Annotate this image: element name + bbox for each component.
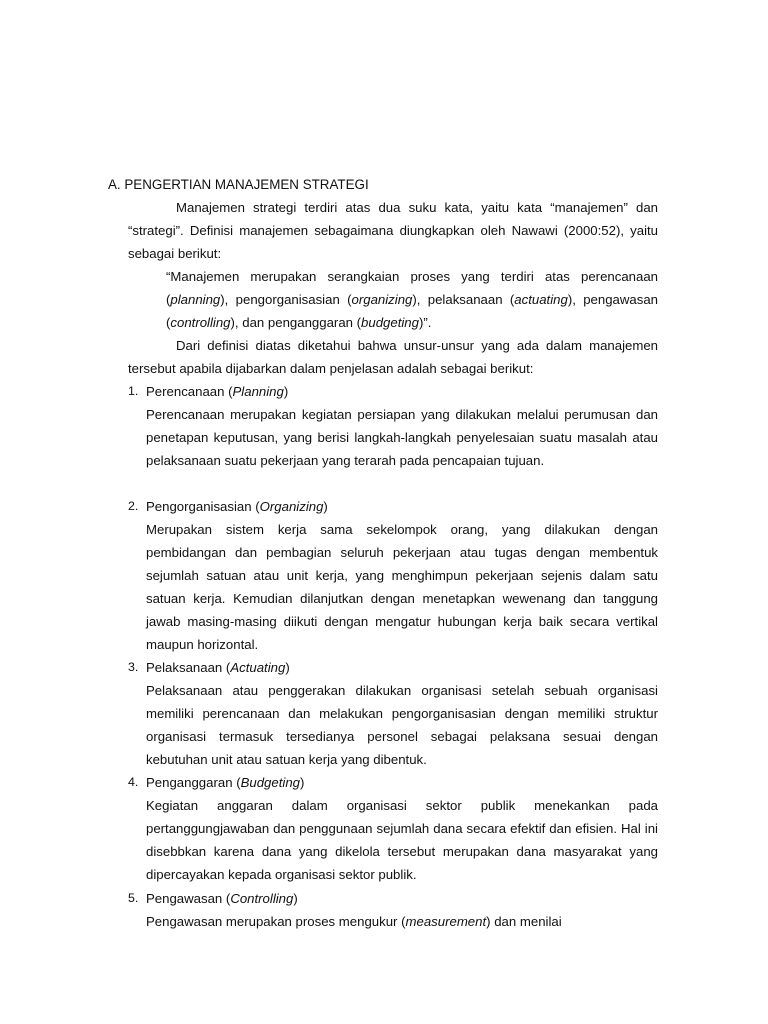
- quote-text-5: ), dan penganggaran (: [230, 315, 362, 330]
- list-item-title: [146, 495, 658, 518]
- title-term: Controlling: [230, 891, 294, 906]
- title-term: Organizing: [259, 499, 324, 514]
- list-item-description: Kegiatan anggaran dalam organisasi sektor publik menekankan pada pertanggungjawaban dan penggunaan sejumlah dana secara efektif dan efisien. Hal ini disebbkan karena dana yang dikelola tersebut merupakan dana masyarakat yang dipercayakan kepada organisasi sektor publik.: [146, 798, 658, 882]
- list-item-description: Pelaksanaan atau penggerakan dilakukan organisasi setelah sebuah organisasi memiliki perencanaan dan melakukan pengorganisasian dengan memiliki struktur organisasi termasuk tersedianya personel sebagai pelaksana sesuai dengan kebutuhan unit atau satuan kerja yang dibentuk.: [146, 683, 658, 767]
- quote-term-organizing: organizing: [351, 292, 413, 307]
- quote-text-3: ), pelaksanaan (: [412, 292, 515, 307]
- list-item-description: Perencanaan merupakan kegiatan persiapan yang dilakukan melalui perumusan dan penetapan keputusan, yang berisi langkah-langkah penyelesaian suatu masalah atau pelaksanaan suatu pekerjaan yang terarah pada pencapaian tujuan.: [146, 407, 658, 468]
- quote-text-2: ), pengorganisasian (: [220, 292, 352, 307]
- section-heading: A. PENGERTIAN MANAJEMEN STRATEGI: [108, 177, 369, 192]
- quote-term-actuating: actuating: [514, 292, 568, 307]
- title-text: Pelaksanaan (: [146, 660, 231, 675]
- list-item-actuating: [128, 656, 658, 771]
- title-text: Perencanaan (: [146, 384, 233, 399]
- title-text: Pengorganisasian (: [146, 499, 260, 514]
- title-term: Actuating: [230, 660, 286, 675]
- list-number: 4.: [128, 775, 139, 789]
- quote-term-budgeting: budgeting: [361, 315, 419, 330]
- list-item-budgeting: [128, 771, 658, 886]
- definition-quote: [166, 265, 658, 334]
- title-end: ): [285, 660, 290, 675]
- elements-paragraph: Dari definisi diatas diketahui bahwa unsur-unsur yang ada dalam manajemen tersebut apabila dijabarkan dalam penjelasan adalah sebagai berikut:: [128, 338, 658, 376]
- list-item-planning: [128, 380, 658, 472]
- quote-term-planning: planning: [170, 292, 221, 307]
- list-number: 5.: [128, 891, 139, 905]
- description-end: ) dan menilai: [486, 914, 562, 929]
- intro-paragraph: Manajemen strategi terdiri atas dua suku kata, yaitu kata “manajemen” dan “strategi”. Definisi manajemen sebagaimana diungkapkan oleh Nawawi (2000:52), yaitu sebagai berikut:: [128, 200, 658, 261]
- title-end: ): [300, 775, 305, 790]
- list-item-title: [146, 656, 658, 679]
- list-item-description: [146, 910, 658, 933]
- title-text: Pengawasan (: [146, 891, 231, 906]
- quote-term-controlling: controlling: [170, 315, 231, 330]
- title-end: ): [293, 891, 298, 906]
- list-number: 1.: [128, 384, 139, 398]
- list-item-organizing: [128, 495, 658, 656]
- title-end: ): [283, 384, 289, 399]
- description-text: Pengawasan merupakan proses mengukur (: [146, 914, 406, 929]
- list-number: 2.: [128, 499, 139, 513]
- list-item-title: [146, 887, 658, 910]
- quote-text-1: “Manajemen merupakan serangkaian proses yang terdiri atas perencanaan (: [166, 269, 658, 307]
- title-term: Planning: [232, 384, 284, 399]
- list-item-description: Merupakan sistem kerja sama sekelompok orang, yang dilakukan dengan pembidangan dan pembagian seluruh pekerjaan atau tugas dengan membentuk sejumlah satuan atau unit kerja, yang menghimpun pekerjaan sejenis dalam satu satuan kerja. Kemudian dilanjutkan dengan menetapkan wewenang dan tanggung jawab masing-masing diikuti dengan mengatur hubungan kerja baik secara vertikal maupun horizontal.: [146, 522, 658, 652]
- list-item-title: [146, 380, 658, 403]
- title-term: Budgeting: [240, 775, 300, 790]
- description-term: measurement: [405, 914, 487, 929]
- title-end: ): [323, 499, 328, 514]
- quote-text-6: )”.: [418, 315, 432, 330]
- list-item-controlling: [128, 887, 658, 933]
- title-text: Penganggaran (: [146, 775, 241, 790]
- list-number: 3.: [128, 660, 139, 674]
- list-item-title: [146, 771, 658, 794]
- quote-text-4: ), pengawasan (: [166, 292, 658, 330]
